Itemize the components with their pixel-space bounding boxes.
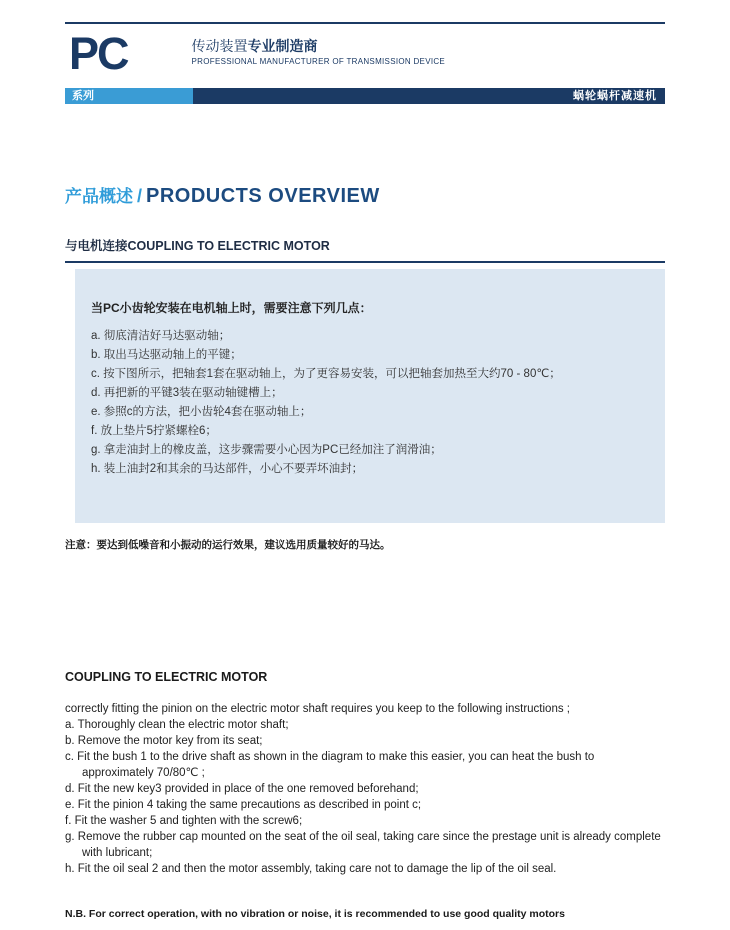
english-item-f: f. Fit the washer 5 and tighten with the screw6; — [65, 815, 303, 827]
section-subtitle: 与电机连接COUPLING TO ELECTRIC MOTOR — [65, 239, 330, 253]
section-subtitle-rule — [65, 261, 665, 263]
instruction-item-g: g. 拿走油封上的橡皮盖，这步骤需要小心因为PC已经加注了润滑油； — [91, 444, 442, 456]
instruction-item-a: a. 彻底清洁好马达驱动轴； — [91, 330, 231, 342]
instruction-box-list — [91, 327, 649, 479]
instruction-item-c: c. 按下图所示，把轴套1套在驱动轴上，为了更容易安装，可以把轴套加热至大约70 - 80℃； — [91, 368, 561, 380]
page-title — [65, 182, 665, 208]
instruction-item-h: h. 装上油封2和其余的马达部件，小心不要弄坏油封； — [91, 463, 364, 475]
english-item-c: c. Fit the bush 1 to the drive shaft as shown in the diagram to make this easier, you can heat the bush to approximately 70/80℃ ; — [65, 751, 595, 779]
english-section-body — [65, 701, 665, 877]
series-label: 系列 — [65, 88, 193, 104]
product-category-label: 蜗轮蜗杆减速机 — [193, 88, 665, 104]
english-item-g: g. Remove the rubber cap mounted on the seat of the oil seal, taking care since the prestage unit is already complete with lubricant; — [65, 831, 661, 859]
page-content — [65, 182, 665, 920]
brand-tagline — [192, 31, 446, 66]
header-top-rule — [65, 22, 665, 24]
header-series-bar — [65, 88, 665, 104]
instruction-item-e: e. 参照c的方法，把小齿轮4套在驱动轴上； — [91, 406, 312, 418]
chinese-instruction-box — [75, 269, 665, 523]
english-item-h: h. Fit the oil seal 2 and then the motor assembly, taking care not to damage the lip of the oil seal. — [65, 863, 557, 875]
english-item-e: e. Fit the pinion 4 taking the same precautions as described in point c; — [65, 799, 422, 811]
page-title-chinese: 产品概述 — [65, 187, 133, 206]
english-section-heading: COUPLING TO ELECTRIC MOTOR — [65, 670, 268, 684]
tagline-chinese — [192, 38, 446, 54]
page-title-separator: / — [137, 186, 143, 206]
tagline-chinese-bold: 专业制造商 — [247, 38, 318, 54]
header-logo-row — [65, 28, 665, 81]
english-item-a: a. Thoroughly clean the electric motor shaft; — [65, 719, 289, 731]
nb-note: N.B. For correct operation, with no vibration or noise, it is recommended to use good quality motors — [65, 908, 565, 920]
chinese-note: 注意：要达到低噪音和小振动的运行效果，建议选用质量较好的马达。 — [65, 539, 391, 551]
english-item-d: d. Fit the new key3 provided in place of the one removed beforehand; — [65, 783, 419, 795]
english-section — [65, 670, 665, 920]
tagline-english: PROFESSIONAL MANUFACTURER OF TRANSMISSION DEVICE — [191, 57, 446, 66]
english-item-b: b. Remove the motor key from its seat; — [65, 735, 263, 747]
instruction-item-d: d. 再把新的平键3装在驱动轴键槽上； — [91, 387, 283, 399]
tagline-chinese-regular: 传动装置 — [191, 38, 248, 54]
instruction-item-f: f. 放上垫片5拧紧螺栓6； — [91, 425, 217, 437]
instruction-box-heading: 当PC小齿轮安装在电机轴上时，需要注意下列几点： — [91, 301, 372, 315]
page-title-english: PRODUCTS OVERVIEW — [146, 185, 380, 207]
instruction-item-b: b. 取出马达驱动轴上的平键； — [91, 349, 242, 361]
brand-logo: PC — [69, 28, 128, 79]
english-intro: correctly fitting the pinion on the electric motor shaft requires you keep to the following instructions ; — [65, 703, 570, 715]
